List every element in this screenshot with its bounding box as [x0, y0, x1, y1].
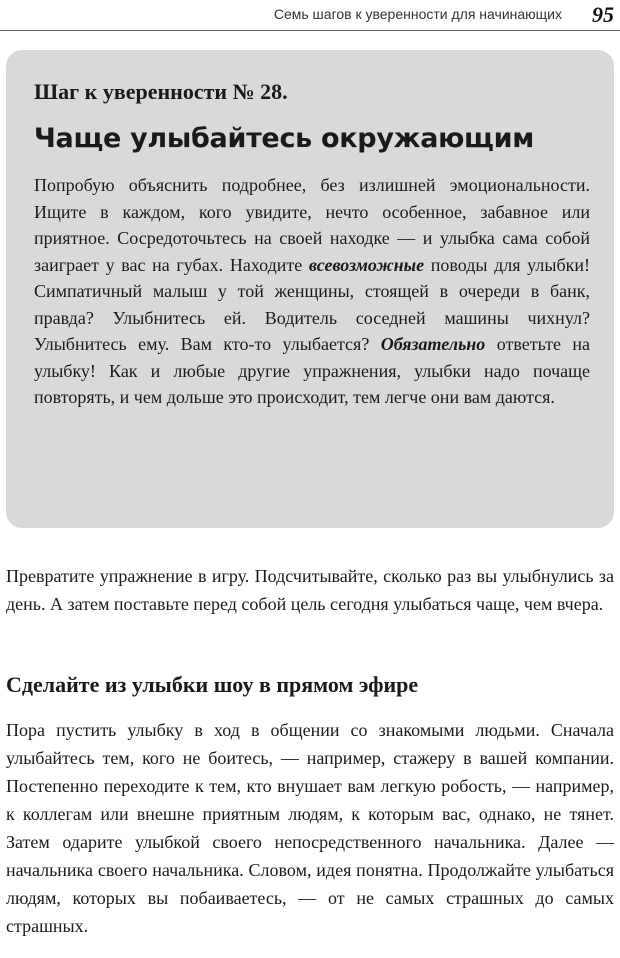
step-label: Шаг к уверенности № 28. — [34, 79, 288, 104]
page-number: 95 — [592, 2, 614, 27]
step-callout-box — [6, 50, 614, 528]
step-body-emphasis: всевозможные — [308, 254, 425, 275]
step-body-text-part: ответьте на улыбку! Как и любые другие упражнения, улыбки надо почаще повторять, и чем дольше это происходит, тем легче они вам даются. — [34, 334, 590, 407]
step-body-text-part: Попробую объяснить подробнее, без излишней эмоциональности. Ищите в каждом, кого увидите, нечто особенное, забавное или приятное. Сосредоточьтесь на своей находке — и улыбка сама собой заиграет у вас на губах. Находите — [34, 175, 590, 275]
running-head — [0, 4, 620, 30]
body-paragraph: Превратите упражнение в игру. Подсчитывайте, сколько раз вы улыбнулись за день. А затем поставьте перед собой цель сегодня улыбаться чаще, чем вчера. — [6, 566, 614, 614]
running-head-title: Семь шагов к уверенности для начинающих — [273, 6, 562, 22]
header-divider — [0, 30, 620, 31]
step-body-text — [34, 172, 590, 411]
section-heading: Сделайте из улыбки шоу в прямом эфире — [6, 672, 419, 697]
step-body-emphasis: Обязательно — [380, 334, 486, 354]
body-paragraph: Пора пустить улыбку в ход в общении со знакомыми людьми. Сначала улыбайтесь тем, кого не боитесь, — например, стажеру в вашей компании. Постепенно переходите к тем, кто внушает вам легкую робость, — например, к коллегам или внешне приятным людям, к которым вас, однако, не тянет. Затем одарите улыбкой своего непосредственного начальника. Далее — начальника своего начальника. Словом, идея понятна. Продолжайте улыбаться людям, которых вы побаиваетесь, — от не самых страшных до самых страшных. — [6, 720, 614, 936]
step-body-text-part: поводы для улыбки! Симпатичный малыш у той женщины, стоящей в очереди в банк, правда? Улыбнитесь ей. Водитель соседней машины чихнул? Улыбнитесь ему. Вам кто-то улыбается? — [34, 254, 590, 354]
step-title: Чаще улыбайтесь окружающим — [34, 123, 534, 154]
